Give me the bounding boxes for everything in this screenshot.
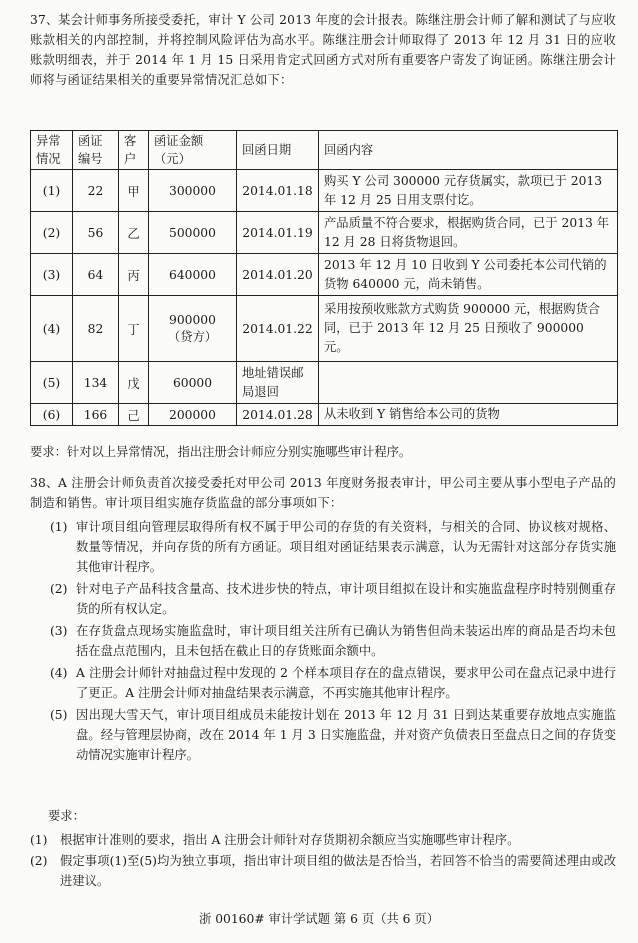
content-cell: 2013 年 12 月 10 日收到 Y 公司委托本公司代销的货物 640000 元，尚未销售。 [319, 254, 618, 296]
question-37 [30, 10, 616, 90]
list-item [50, 621, 616, 661]
content-cell [319, 362, 618, 404]
item-number: (2) [30, 854, 48, 868]
item-text: A 注册会计师针对抽盘过程中发现的 2 个样本项目存在的盘点错误，要求甲公司在盘点记录中进行了更正。A 注册会计师对抽盘结果表示满意，不再实施其他审计程序。 [76, 666, 616, 700]
list-item [30, 830, 616, 850]
client-cell: 甲 [119, 170, 149, 212]
content-cell: 购买 Y 公司 300000 元存货属实，款项已于 2013 年 12 月 25 日用支票付讫。 [319, 170, 618, 212]
item-text: 针对电子产品科技含量高、技术进步快的特点，审计项目组拟在设计和实施监盘程序时特别侧重存货的所有权认定。 [76, 582, 616, 616]
question-text: A 注册会计师负责首次接受委托对甲公司 2013 年度财务报表审计，甲公司主要从事小型电子产品的制造和销售。审计项目组实施存货监盘的部分事项如下： [30, 476, 616, 510]
date-cell: 2014.01.19 [237, 212, 319, 254]
header-cell: 函证编号 [73, 131, 119, 170]
number-cell: 166 [73, 404, 119, 426]
item-number: (3) [50, 624, 68, 638]
content-cell: 采用按预收账款方式购货 900000 元，根据购货合同，已于 2013 年 12 月 25 日预收了 900000 元。 [319, 296, 618, 362]
case-cell: (2) [31, 212, 73, 254]
item-text: 因出现大雪天气，审计项目组成员未能按计划在 2013 年 12 月 31 日到达某重要存放地点实施监盘。经与管理层协商，改在 2014 年 1 月 3 日实施监盘，并对资产负债表日至盘点日之间的存货变动情况实施审计程序。 [76, 708, 616, 762]
table-row [31, 254, 618, 296]
header-cell: 回函内容 [319, 131, 618, 170]
amount-value: 900000 [169, 312, 216, 327]
item-number: (5) [50, 708, 68, 722]
header-cell: 回函日期 [237, 131, 319, 170]
content-cell: 产品质量不符合要求，根据购货合同，已于 2013 年 12 月 28 日将货物退回。 [319, 212, 618, 254]
client-cell: 己 [119, 404, 149, 426]
client-cell: 丙 [119, 254, 149, 296]
client-cell: 丁 [119, 296, 149, 362]
amount-cell: 60000 [149, 362, 237, 404]
case-cell: (4) [31, 296, 73, 362]
number-cell: 134 [73, 362, 119, 404]
amount-note: （贷方） [167, 329, 218, 344]
item-number: (1) [50, 520, 68, 534]
client-cell: 戊 [119, 362, 149, 404]
question-38 [30, 473, 616, 513]
table-row [31, 362, 618, 404]
item-number: (4) [50, 666, 68, 680]
table-row [31, 404, 618, 426]
item-text: 假定事项(1)至(5)均为独立事项，指出审计项目组的做法是否恰当，若回答不恰当的需要简述理由或改进建议。 [60, 854, 616, 888]
case-cell: (3) [31, 254, 73, 296]
list-item [50, 663, 616, 703]
question-number: 38、 [30, 476, 59, 490]
page-footer: 浙 00160# 审计学试题 第 6 页（共 6 页） [199, 912, 439, 926]
item-text: 审计项目组向管理层取得所有权不属于甲公司的存货的有关资料，与相关的合同、协议核对规格、数量等情况，并向存货的所有方函证。项目组对函证结果表示满意，认为无需针对这部分存货实施其他审计程序。 [76, 520, 616, 574]
list-item [30, 851, 616, 891]
header-cell: 客户 [119, 131, 149, 170]
question-37-requirement: 要求：针对以上异常情况，指出注册会计师应分别实施哪些审计程序。 [30, 445, 412, 459]
amount-cell: 640000 [149, 254, 237, 296]
case-cell: (6) [31, 404, 73, 426]
table-header-row [31, 131, 618, 170]
table-row [31, 170, 618, 212]
table-row [31, 212, 618, 254]
list-item [50, 517, 616, 577]
number-cell: 22 [73, 170, 119, 212]
header-cell: 函证金额（元） [149, 131, 237, 170]
list-item [50, 705, 616, 765]
item-text: 在存货盘点现场实施监盘时，审计项目组关注所有已确认为销售但尚未装运出库的商品是否均未包括在盘点范围内，且未包括在截止日的存货账面余额中。 [76, 624, 616, 658]
item-text: 根据审计准则的要求，指出 A 注册会计师针对存货期初余额应当实施哪些审计程序。 [60, 833, 520, 847]
case-cell: (5) [31, 362, 73, 404]
item-number: (1) [30, 833, 48, 847]
date-cell: 2014.01.18 [237, 170, 319, 212]
number-cell: 82 [73, 296, 119, 362]
item-number: (2) [50, 582, 68, 596]
content-cell: 从未收到 Y 销售给本公司的货物 [319, 404, 618, 426]
requirements-list [30, 830, 616, 892]
date-cell: 2014.01.20 [237, 254, 319, 296]
amount-cell: 500000 [149, 212, 237, 254]
date-cell: 2014.01.28 [237, 404, 319, 426]
case-cell: (1) [31, 170, 73, 212]
confirmation-table [30, 130, 618, 426]
question-38-requirement-label: 要求： [48, 809, 85, 823]
amount-cell [149, 296, 237, 362]
date-cell: 2014.01.22 [237, 296, 319, 362]
table-row [31, 296, 618, 362]
header-cell: 异常情况 [31, 131, 73, 170]
amount-cell: 300000 [149, 170, 237, 212]
audit-items-list [50, 517, 616, 767]
amount-cell: 200000 [149, 404, 237, 426]
list-item [50, 579, 616, 619]
question-text: 某会计师事务所接受委托，审计 Y 公司 2013 年度的会计报表。陈继注册会计师了解和测试了与应收账款相关的内部控制，并将控制风险评估为高水平。陈继注册会计师取得了 2013 年 12 月 31 日的应收账款明细表，并于 2014 年 1 月 15 日采用肯定式回函方式对所有重要客户寄发了询证函。陈继注册会计师将与函证结果相关的重要异常情况汇总如下： [30, 13, 616, 87]
date-cell: 地址错误邮局退回 [237, 362, 319, 404]
number-cell: 64 [73, 254, 119, 296]
question-number: 37、 [30, 13, 59, 27]
number-cell: 56 [73, 212, 119, 254]
client-cell: 乙 [119, 212, 149, 254]
